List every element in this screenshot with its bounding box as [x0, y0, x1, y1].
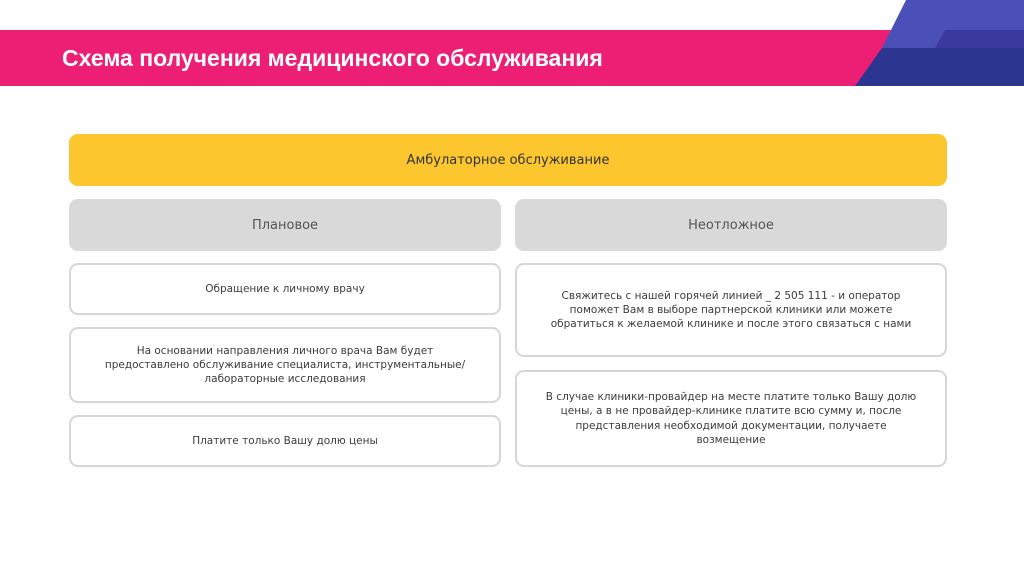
planned-step-1: Обращение к личному врачу [69, 263, 501, 315]
outpatient-service-box: Амбулаторное обслуживание [69, 134, 947, 186]
planned-column-header: Плановое [69, 199, 501, 251]
corner-stripe-mid [935, 30, 1024, 48]
planned-step-2: На основании направления личного врача Вам будет предоставлено обслуживание специалиста, инструментальные/ лабораторные исследования [69, 327, 501, 403]
corner-stripe-dark [855, 48, 1024, 86]
urgent-step-2: В случае клиники-провайдер на месте платите только Вашу долю цены, а в не провайдер-клинике платите всю сумму и, после представления необходимой документации, получаете возмещение [515, 370, 947, 467]
urgent-column-header: Неотложное [515, 199, 947, 251]
page-title: Схема получения медицинского обслуживания [62, 45, 603, 71]
urgent-step-1: Свяжитесь с нашей горячей линией _ 2 505 111 - и оператор поможет Вам в выборе партнерской клиники или можете обратиться к желаемой клинике и после этого связаться с нами [515, 263, 947, 357]
planned-step-3: Платите только Вашу долю цены [69, 415, 501, 467]
